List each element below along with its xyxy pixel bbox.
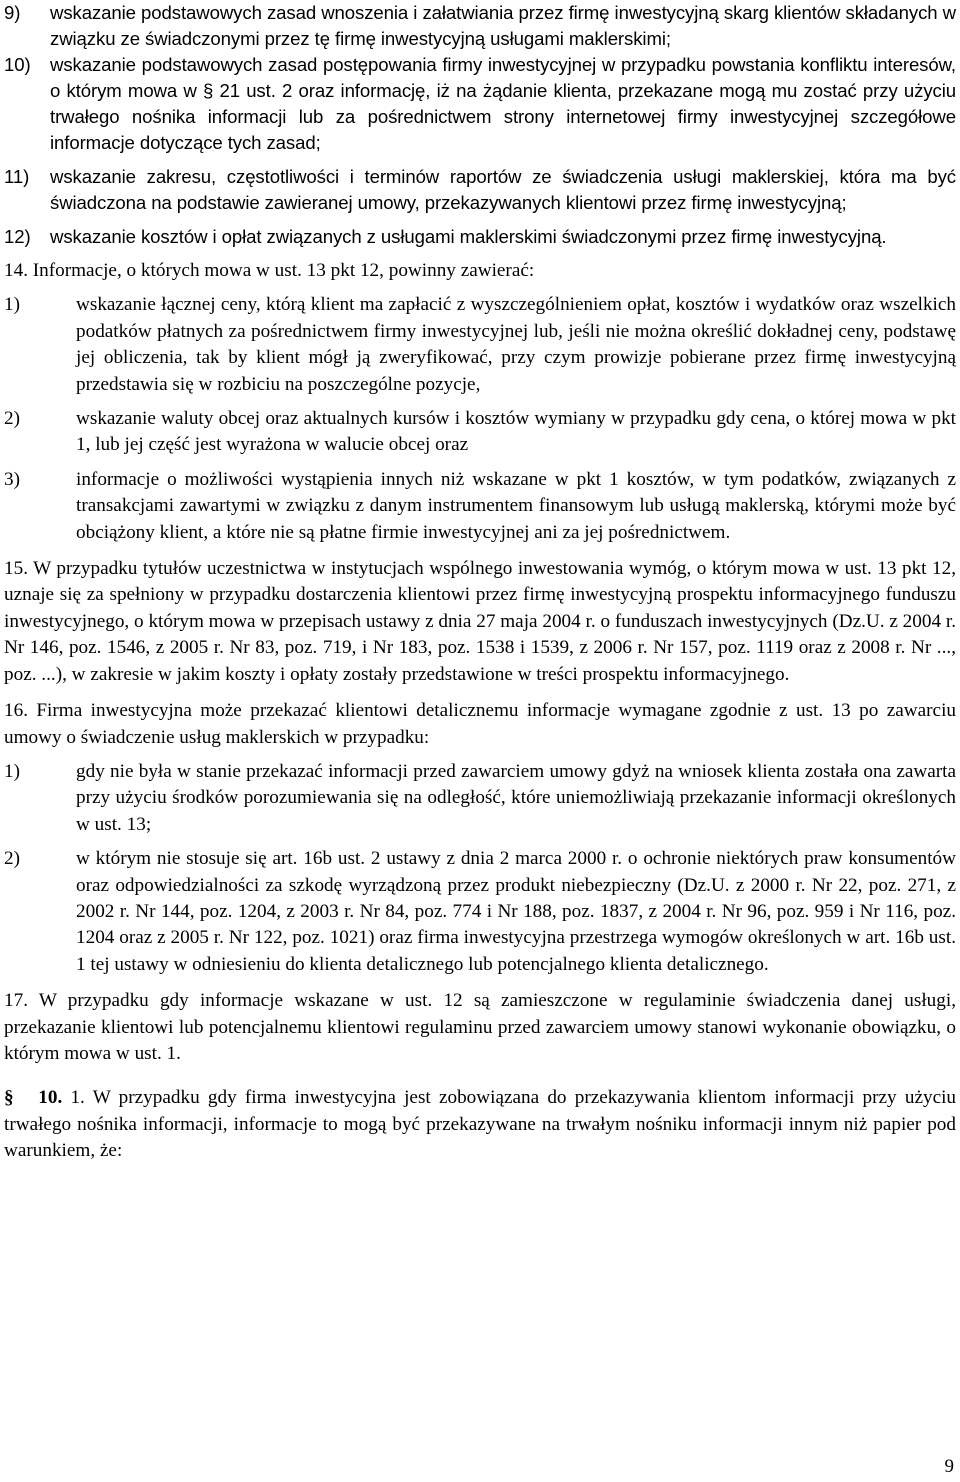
list-item-text: gdy nie była w stanie przekazać informacji przed zawarciem umowy gdyż na wniosek klienta została ona zawarta przy użyciu środków porozumiewania się na odległość, które uniemożliwiają przekazanie informacji określonych w ust. 13; xyxy=(76,760,956,835)
list-item xyxy=(4,406,956,459)
list-item-number: 9) xyxy=(4,2,21,23)
list-item xyxy=(4,467,956,546)
list-item xyxy=(4,0,956,52)
list-item-number: 2) xyxy=(4,408,20,430)
paragraph-16-intro: 16. Firma inwestycyjna może przekazać klientowi detalicznemu informacje wymagane zgodnie z ust. 13 po zawarciu umowy o świadczenie usług maklerskich w przypadku: xyxy=(4,700,956,748)
list-item-number: 3) xyxy=(4,468,20,490)
list-item-text: informacje o możliwości wystąpienia innych niż wskazane w pkt 1 kosztów, w tym podatków, związanych z transakcjami zawartymi w związku z danym instrumentem finansowym lub usługą maklerską, którymi może być obciążony klient, a które nie są płatne firmie inwestycyjnej ani za jej pośrednictwem. xyxy=(76,468,956,543)
article-text: 1. W przypadku gdy firma inwestycyjna jest zobowiązana do przekazywania klientom informacji przy użyciu trwałego nośnika informacji, informacje to mogą być przekazywane na trwałym nośniku informacji innym niż papier pod warunkiem, że: xyxy=(4,1087,957,1162)
list-item-number: 1) xyxy=(4,760,20,782)
list-item-text: wskazanie waluty obcej oraz aktualnych kursów i kosztów wymiany w przypadku gdy cena, o której mowa w pkt 1, lub jej część jest wyrażona w walucie obcej oraz xyxy=(76,408,956,456)
section-sign: § xyxy=(4,1087,14,1109)
list-item-text: wskazanie podstawowych zasad postępowania firmy inwestycyjnej w przypadku powstania konfliktu interesów, o którym mowa w § 21 ust. 2 oraz informację, iż na żądanie klienta, przekazane mogą mu zostać przy użyciu trwałego nośnika informacji lub za pośrednictwem strony internetowej firmy inwestycyjnej szczegółowe informacje dotyczące tych zasad; xyxy=(50,54,956,153)
list-item-text: wskazanie kosztów i opłat związanych z usługami maklerskimi świadczonymi przez firmę inwestycyjną. xyxy=(50,226,887,247)
list-item xyxy=(4,164,956,216)
list-item xyxy=(4,759,956,838)
list-item xyxy=(4,224,956,250)
page-number: 9 xyxy=(944,1456,954,1477)
list-item-number: 2) xyxy=(4,848,20,870)
list-item-text: w którym nie stosuje się art. 16b ust. 2 ustawy z dnia 2 marca 2000 r. o ochronie niektórych praw konsumentów oraz odpowiedzialności za szkodę wyrządzoną przez produkt niebezpieczny (Dz.U. z 2000 r. Nr 22, poz. 271, z 2002 r. Nr 144, poz. 1204, z 2003 r. Nr 84, poz. 774 i Nr 188, poz. 1837, z 2004 r. Nr 96, poz. 959 i Nr 116, poz. 1204 oraz z 2005 r. Nr 122, poz. 1021) oraz firma inwestycyjna przestrzega wymogów określonych w art. 16b ust. 1 tej ustawy w odniesieniu do klienta detalicznego lub potencjalnego klienta detalicznego. xyxy=(76,848,956,975)
list-item xyxy=(4,846,956,978)
article-10 xyxy=(4,1085,956,1164)
list-item-text: wskazanie podstawowych zasad wnoszenia i załatwiania przez firmę inwestycyjną skarg klientów składanych w związku ze świadczonymi przez tę firmę inwestycyjną usługami maklerskimi; xyxy=(50,2,956,49)
paragraph-17: 17. W przypadku gdy informacje wskazane w ust. 12 są zamieszczone w regulaminie świadczenia danej usługi, przekazanie klientowi lub potencjalnemu klientowi regulaminu przed zawarciem umowy stanowi wykonanie obowiązku, o którym mowa w ust. 1. xyxy=(4,990,956,1064)
paragraph-14-intro: 14. Informacje, o których mowa w ust. 13 pkt 12, powinny zawierać: xyxy=(4,260,535,281)
list-item-number: 10) xyxy=(4,54,31,75)
list-item-text: wskazanie łącznej ceny, którą klient ma zapłacić z wyszczególnieniem opłat, kosztów i wydatków oraz wszelkich podatków płatnych za pośrednictwem firmy inwestycyjnej lub, jeśli nie można określić dokładnej ceny, podstawę jej obliczenia, tak by klient mógł ją zweryfikować, przy czym prowizje pobierane przez firmę inwestycyjną przedstawia się w rozbiciu na poszczególne pozycje, xyxy=(76,294,956,395)
paragraph-15: 15. W przypadku tytułów uczestnictwa w instytucjach wspólnego inwestowania wymóg, o którym mowa w ust. 13 pkt 12, uznaje się za spełniony w przypadku dostarczenia klientowi przez firmę inwestycyjną prospektu informacyjnego funduszu inwestycyjnego, o którym mowa w przepisach ustawy z dnia 27 maja 2004 r. o funduszach inwestycyjnych (Dz.U. z 2004 r. Nr 146, poz. 1546, z 2005 r. Nr 83, poz. 719, i Nr 183, poz. 1538 i 1539, z 2006 r. Nr 157, poz. 1119 oraz z 2008 r. Nr ..., poz. ...), w zakresie w jakim koszty i opłaty zostały przedstawione w treści prospektu informacyjnego. xyxy=(4,558,956,685)
list-item-number: 1) xyxy=(4,294,20,316)
list-item-number: 12) xyxy=(4,226,31,247)
list-item xyxy=(4,292,956,398)
article-number: 10. xyxy=(38,1087,63,1109)
section-list-a xyxy=(4,0,956,250)
section-main xyxy=(4,258,956,1165)
list-item xyxy=(4,52,956,156)
list-item-number: 11) xyxy=(4,166,30,187)
list-item-text: wskazanie zakresu, częstotliwości i terminów raportów ze świadczenia usługi maklerskiej, która ma być świadczona na podstawie zawieranej umowy, przekazywanych klientowi przez firmę inwestycyjną; xyxy=(50,166,956,213)
